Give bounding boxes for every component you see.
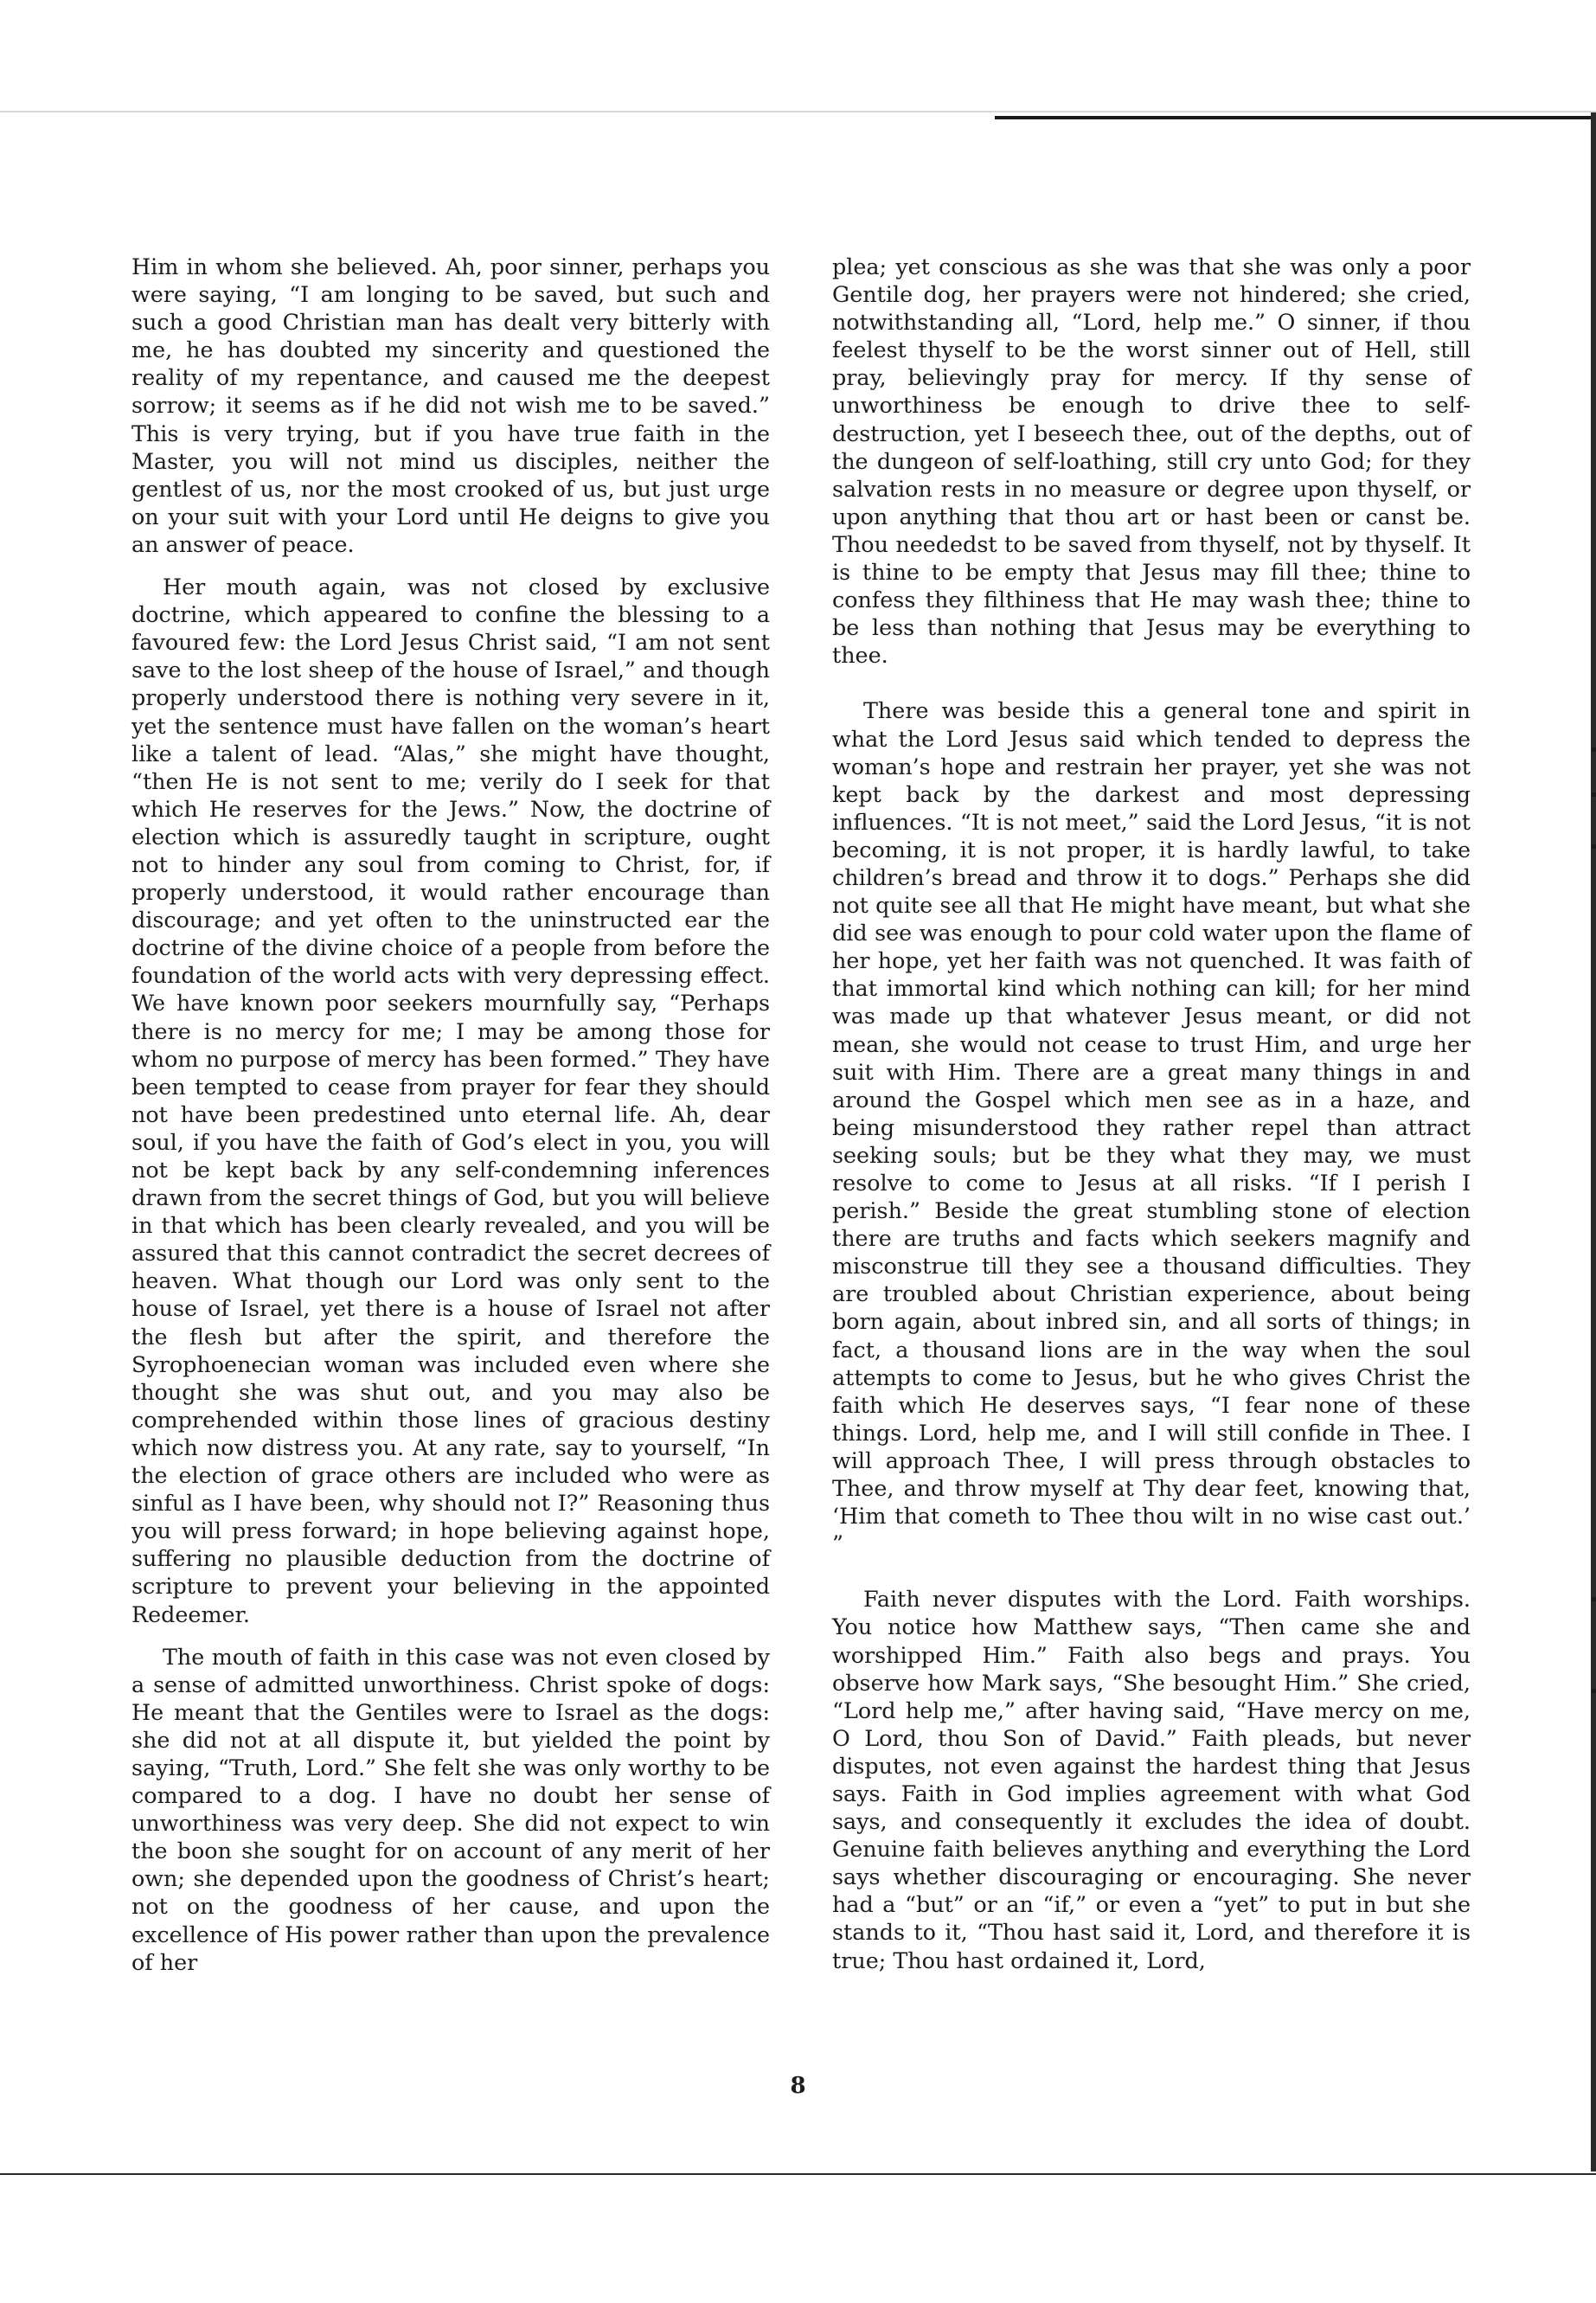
paragraph: plea; yet conscious as she was that she was only a poor Gentile dog, her prayers were not hindered; she cried, notwithstanding all, “Lord, help me.” O sinner, if thou feelest thyself to be the worst sinner out of Hell, still pray, believingly pray for mercy. If thy sense of unworthiness be enough to drive thee to self-destruction, yet I beseech thee, out of the depths, out of the dungeon of self-loathing, still cry unto God; for they salvation rests in no measure or degree upon thyself, or upon anything that thou art or hast been or canst be. Thou neededst to be saved from thyself, not by thyself. It is thine to be empty that Jesus may fill thee; thine to confess they filthiness that He may wash thee; thine to be less than nothing that Jesus may be everything to thee. [832,253,1471,669]
top-margin [0,0,1596,111]
edge-mark [1592,792,1596,797]
top-rule-right [995,116,1596,119]
paragraph: Her mouth again, was not closed by exclusive doctrine, which appeared to confine the blessing to a favoured few: the Lord Jesus Christ said, “I am not sent save to the lost sheep of the house of Israel,” and though properly understood there is nothing very severe in it, yet the sentence must have fallen on the woman’s heart like a talent of lead. “Alas,” she might have thought, “then He is not sent to me; verily do I seek for that which He reserves for the Jews.” Now, the doctrine of election which is assuredly taught in scripture, ought not to hinder any soul from coming to Christ, for, if properly understood, it would rather encourage than discourage; and yet often to the uninstructed ear the doctrine of the divine choice of a people from before the foundation of the world acts with very depressing effect. We have known poor seekers mournfully say, “Perhaps there is no mercy for me; I may be among those for whom no purpose of mercy has been formed.” They have been tempted to cease from prayer for fear they should not have been predestined unto eternal life. Ah, dear soul, if you have the faith of God’s elect in you, you will not be kept back by any self-condemning inferences drawn from the secret things of God, but you will believe in that which has been clearly revealed, and you will be assured that this cannot contradict the secret decrees of heaven. What though our Lord was only sent to the house of Israel, yet there is a house of Israel not after the flesh but after the spirit, and therefore the Syrophoenecian woman was included even where she thought she was shut out, and you may also be comprehended within those lines of gracious destiny which now distress you. At any rate, say to yourself, “In the election of grace others are included who were as sinful as I have been, why should not I?” Reasoning thus you will press forward; in hope believing against hope, suffering no plausible deduction from the doctrine of scripture to prevent your believing in the appointed Redeemer. [131,574,770,1627]
edge-mark [1592,1689,1596,1693]
page-right-edge [1591,112,1596,2171]
left-column [131,253,770,1976]
bottom-margin [0,2173,1596,2303]
page-number: 8 [790,2073,806,2099]
paragraph: There was beside this a general tone and spirit in what the Lord Jesus said which tended to depress the woman’s hope and restrain her prayer, yet she was not kept back by the darkest and most depressing influences. “It is not meet,” said the Lord Jesus, “it is not becoming, it is not proper, it is hardly lawful, to take children’s bread and throw it to dogs.” Perhaps she did not quite see all that He might have meant, but what she did see was enough to pour cold water upon the flame of her hope, yet her faith was not quenched. It was faith of that immortal kind which nothing can kill; for her mind was made up that whatever Jesus meant, or did not mean, she would not cease to trust Him, and urge her suit with Him. There are a great many things in and around the Gospel which men see as in a haze, and being misunderstood they rather repel than attract seeking souls; but be they what they may, we must resolve to come to Jesus at all risks. “If I perish I perish.” Beside the great stumbling stone of election there are truths and facts which seekers magnify and misconstrue till they see a thousand difficulties. They are troubled about Christian experience, about being born again, about inbred sin, and all sorts of things; in fact, a thousand lions are in the way when the soul attempts to come to Jesus, but he who gives Christ the faith which He deserves says, “I fear none of these things. Lord, help me, and I will still confide in Thee. I will approach Thee, I will press through obstacles to Thee, and throw myself at Thy dear feet, knowing that, ‘Him that cometh to Thee thou wilt in no wise cast out.’ ” [832,697,1471,1557]
paragraph: Him in whom she believed. Ah, poor sinner, perhaps you were saying, “I am longing to be saved, but such and such a good Christian man has dealt very bitterly with me, he has doubted my sincerity and questioned the reality of my repentance, and caused me the deepest sorrow; it seems as if he did not wish me to be saved.” This is very trying, but if you have true faith in the Master, you will not mind us disciples, neither the gentlest of us, nor the most crooked of us, but just urge on your suit with your Lord until He deigns to give you an answer of peace. [131,253,770,557]
edge-mark [1592,747,1596,752]
right-column [832,253,1471,1974]
paragraph: The mouth of faith in this case was not even closed by a sense of admitted unworthiness. Christ spoke of dogs: He meant that the Gentiles were to Israel as the dogs: she did not at all dispute it, but yielded the point by saying, “Truth, Lord.” She felt she was only worthy to be compared to a dog. I have no doubt her sense of unworthiness was very deep. She did not expect to win the boon she sought for on account of any merit of her own; she depended upon the goodness of Christ’s heart; not on the goodness of her cause, and upon the excellence of His power rather than upon the prevalence of her [131,1643,770,1975]
paragraph: Faith never disputes with the Lord. Faith worships. You notice how Matthew says, “Then came she and worshipped Him.” Faith also begs and prays. You observe how Mark says, “She besought Him.” She cried, “Lord help me,” after having said, “Have mercy on me, O Lord, thou Son of David.” Faith pleads, but never disputes, not even against the hardest thing that Jesus says. Faith in God implies agreement with what God says, and consequently it excludes the idea of doubt. Genuine faith believes anything and everything the Lord says whether discouraging or encouraging. She never had a “but” or an “if,” or even a “yet” to put in but she stands to it, “Thou hast said it, Lord, and therefore it is true; Thou hast ordained it, Lord, [832,1586,1471,1973]
top-rule [0,111,1596,112]
edge-mark [1592,1597,1596,1601]
edge-mark [1592,844,1596,849]
